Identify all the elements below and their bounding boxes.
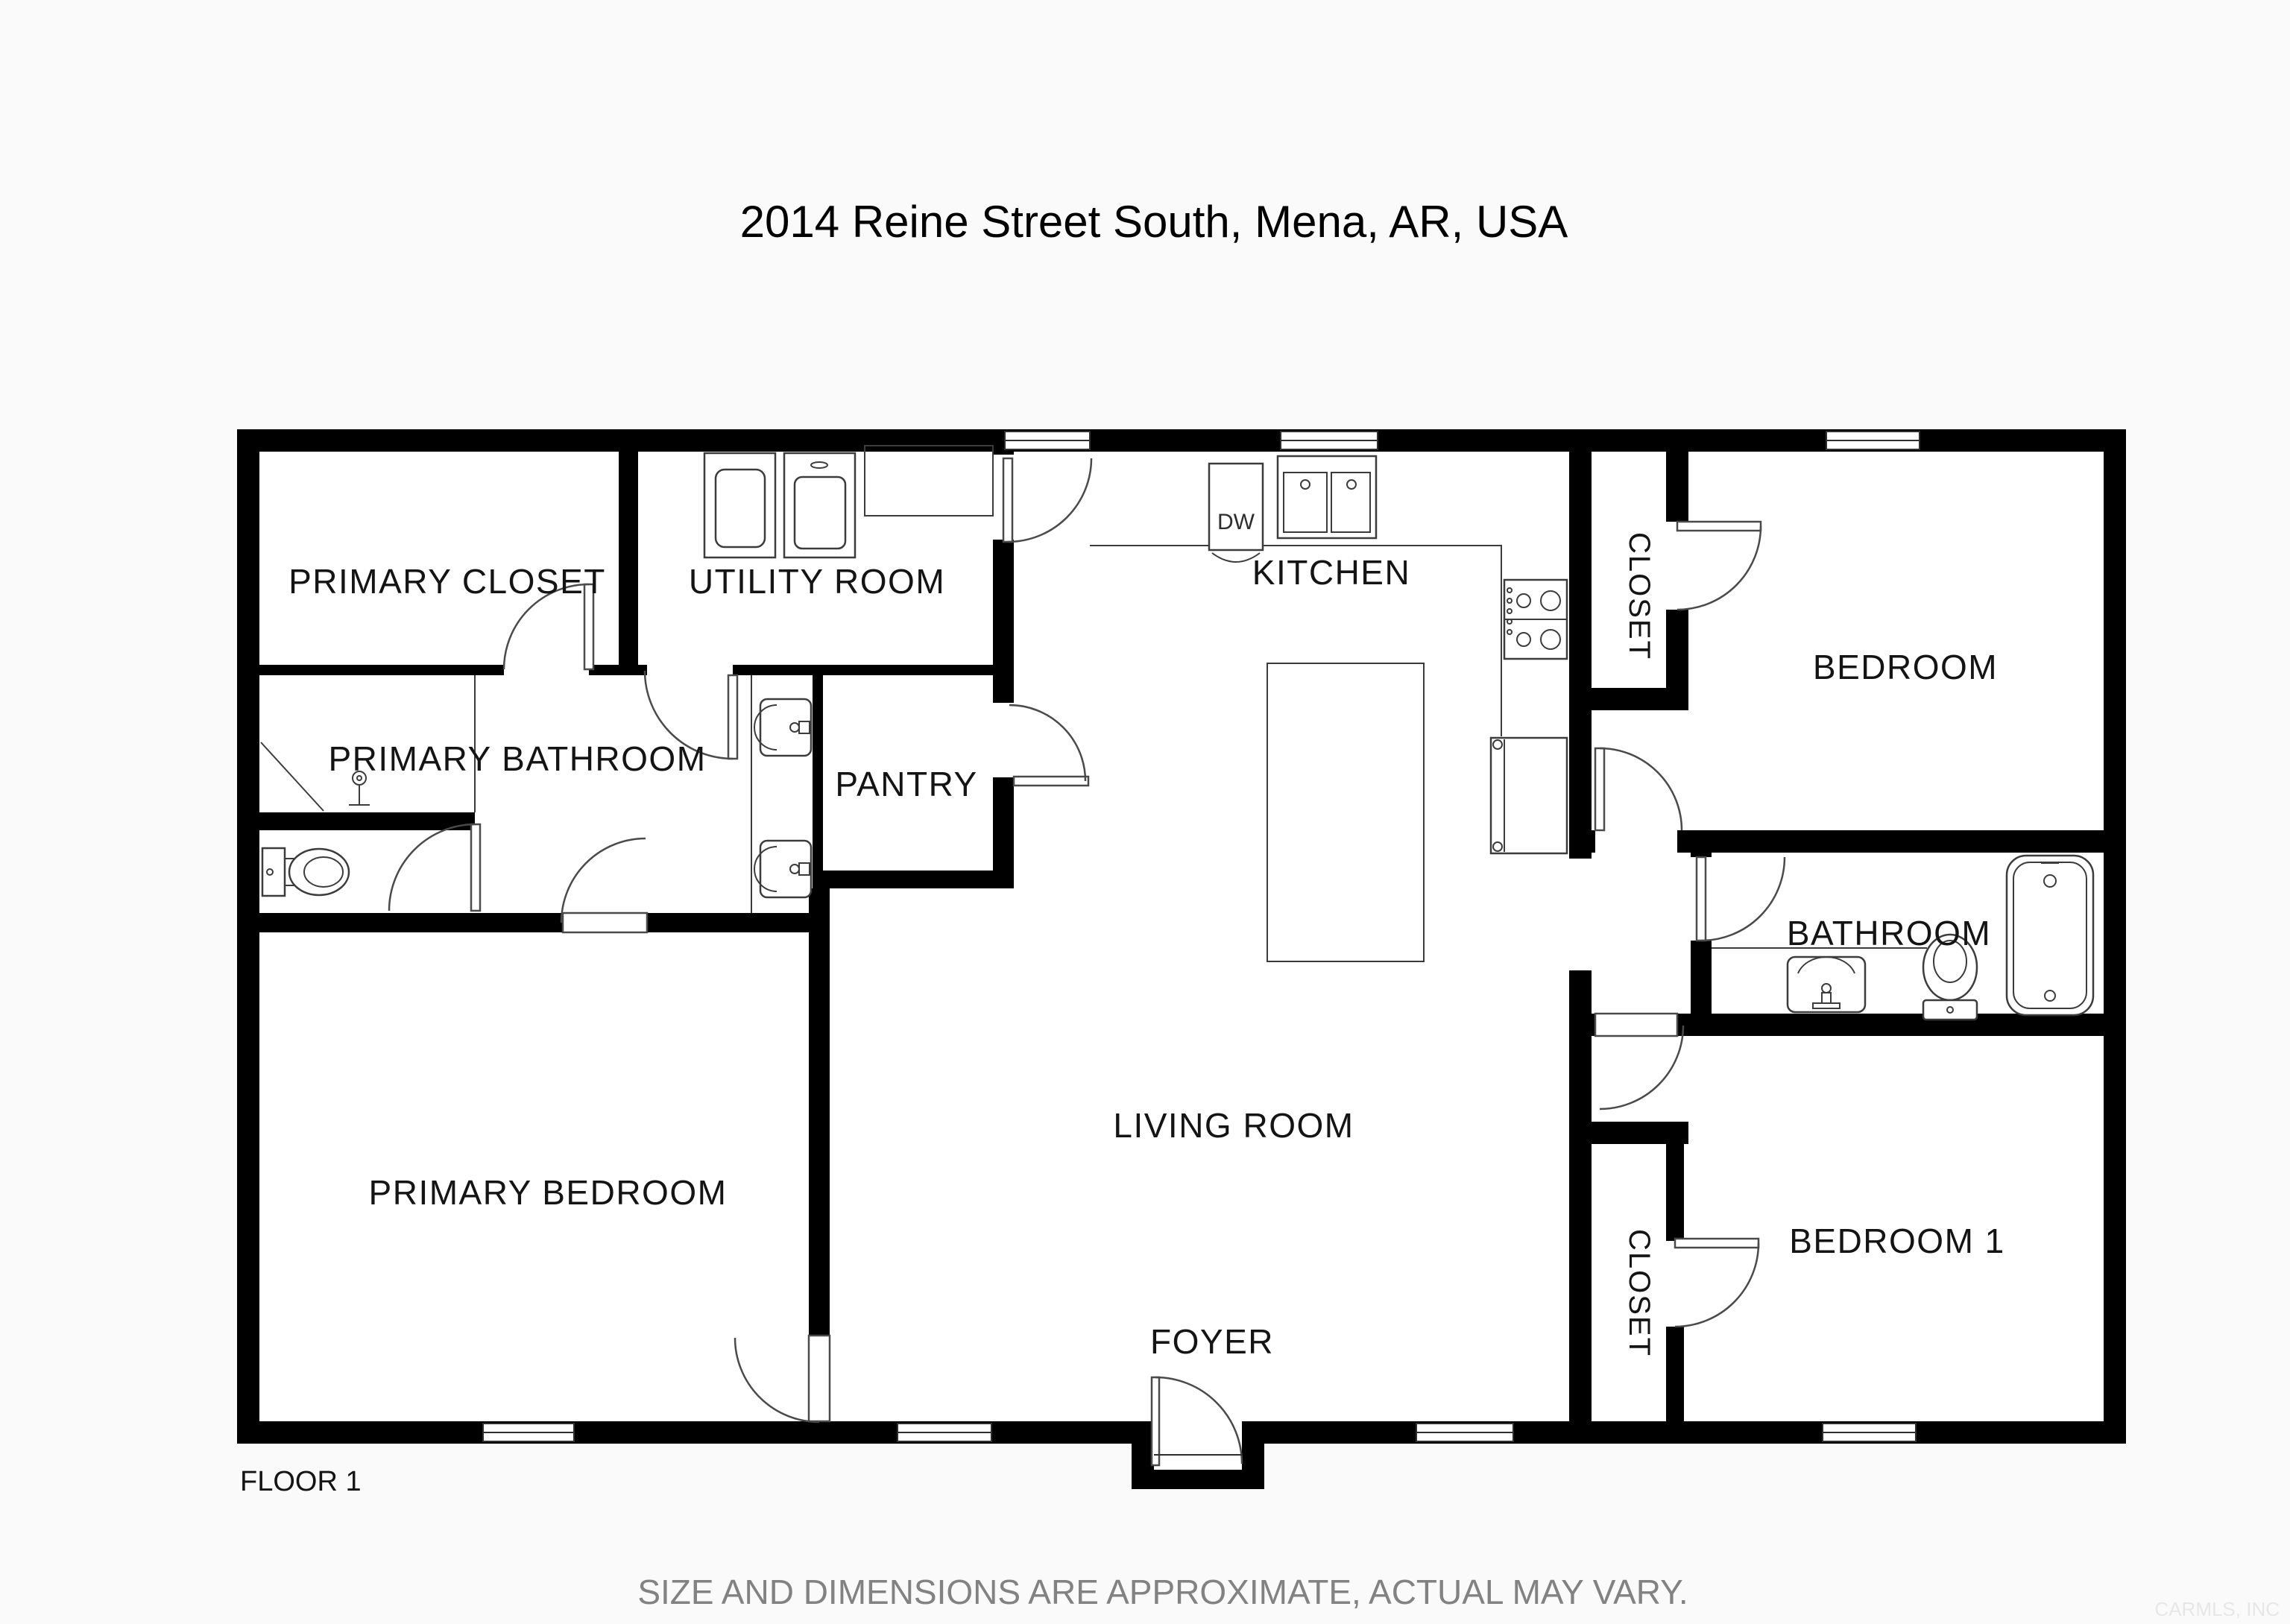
wall-kitchen-closet: [1569, 452, 1592, 859]
window-icon: [898, 1424, 991, 1441]
window-icon: [1416, 1424, 1513, 1441]
kitchen-sink-icon: [1278, 456, 1376, 538]
sink-icon: [754, 699, 811, 756]
toilet-icon: [262, 848, 349, 896]
room-label-pantry: PANTRY: [835, 765, 978, 803]
page-title: 2014 Reine Street South, Mena, AR, USA: [739, 197, 1568, 247]
window-icon: [483, 1424, 574, 1441]
window-icon: [1826, 432, 1920, 449]
room-label-primary-bathroom: PRIMARY BATHROOM: [328, 739, 707, 778]
room-label-primary-closet: PRIMARY CLOSET: [288, 562, 606, 601]
sink-icon: [754, 841, 811, 897]
wall-living-bedroom1: [1569, 970, 1592, 1444]
room-label-kitchen: KITCHEN: [1252, 553, 1411, 592]
window-icon: [1281, 432, 1378, 449]
wall-shower-bottom: [259, 812, 475, 830]
fridge-icon: [1491, 738, 1567, 853]
room-label-bedroom: BEDROOM: [1812, 648, 1999, 686]
room-label-foyer: FOYER: [1150, 1322, 1274, 1361]
dryer-icon: [784, 453, 855, 557]
wall-bath-bedroom: [237, 913, 830, 932]
sink-icon: [1788, 957, 1865, 1012]
wall-pantry-bottom: [813, 871, 1014, 888]
room-label-utility-room: UTILITY ROOM: [688, 562, 946, 601]
room-label-living-room: LIVING ROOM: [1113, 1106, 1354, 1145]
window-icon: [1823, 1424, 1916, 1441]
disclaimer-text: SIZE AND DIMENSIONS ARE APPROXIMATE, ACTUAL MAY VARY.: [637, 1573, 1688, 1611]
bathtub-icon: [2007, 856, 2093, 1015]
wall-bath-pantry: [813, 675, 823, 871]
washer-icon: [704, 453, 775, 557]
wall-closet-utility: [619, 452, 638, 665]
watermark-text: CARMLS, INC: [2154, 1598, 2280, 1620]
floor-label: FLOOR 1: [240, 1466, 362, 1497]
room-label-closet-top: CLOSET: [1623, 531, 1656, 661]
room-label-bathroom: BATHROOM: [1786, 914, 1992, 952]
room-label-closet-bottom: CLOSET: [1623, 1228, 1656, 1358]
room-label-bedroom-1: BEDROOM 1: [1789, 1222, 2005, 1260]
dishwasher-icon: [1209, 464, 1263, 562]
stove-icon: [1504, 580, 1567, 659]
window-icon: [1005, 432, 1090, 449]
dishwasher-label: DW: [1217, 510, 1255, 534]
wall-b: [259, 665, 1014, 675]
room-label-primary-bedroom: PRIMARY BEDROOM: [368, 1173, 728, 1212]
